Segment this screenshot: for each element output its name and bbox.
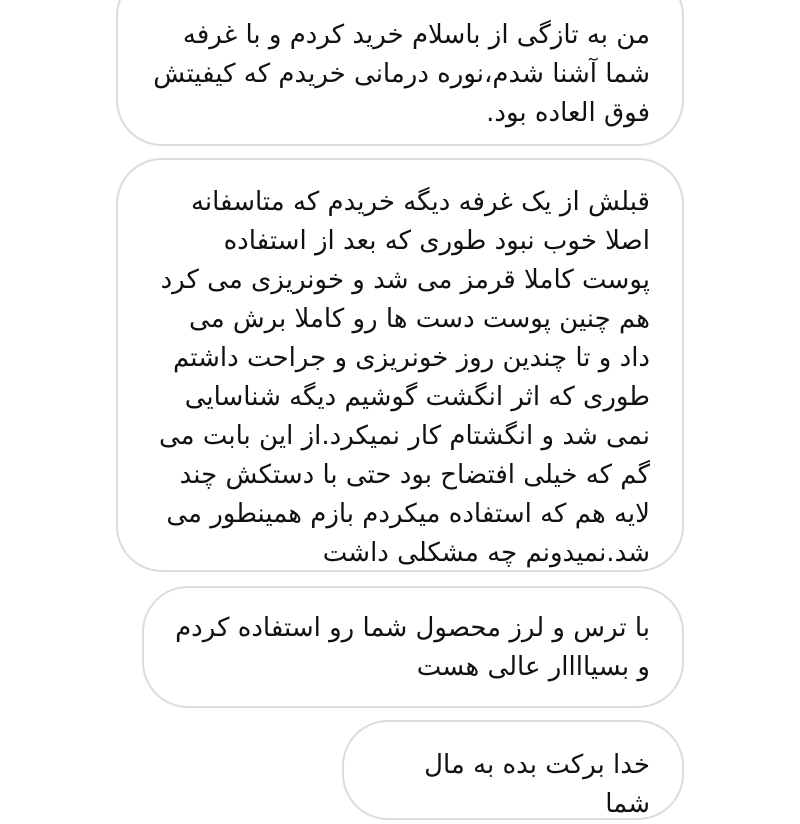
message-bubble[interactable]: خدا برکت بده به مال شما xyxy=(342,720,684,820)
message-bubble[interactable]: قبلش از یک غرفه دیگه خریدم که متاسفانه اصلا خوب نبود طوری که بعد از استفاده پوست کاملا قرمز می شد و خونریزی می کرد هم چنین پوست دست ها رو کاملا برش می داد و تا چندین روز خونریزی و جراحت داشتم طوری که اثر انگشت گوشیم دیگه شناسایی نمی شد و انگشتام کار نمیکرد.از این بابت می گم که خیلی افتضاح بود حتی با دستکش چند لایه هم که استفاده میکردم بازم همینطور می شد.نمیدونم چه مشکلی داشت xyxy=(116,158,684,572)
message-bubble[interactable]: با ترس و لرز محصول شما رو استفاده کردم و بسیاااار عالی هست xyxy=(142,586,684,708)
message-bubble[interactable]: من به تازگی از باسلام خرید کردم و با غرفه شما آشنا شدم،نوره درمانی خریدم که کیفیتش فوق العاده بود. xyxy=(116,0,684,146)
